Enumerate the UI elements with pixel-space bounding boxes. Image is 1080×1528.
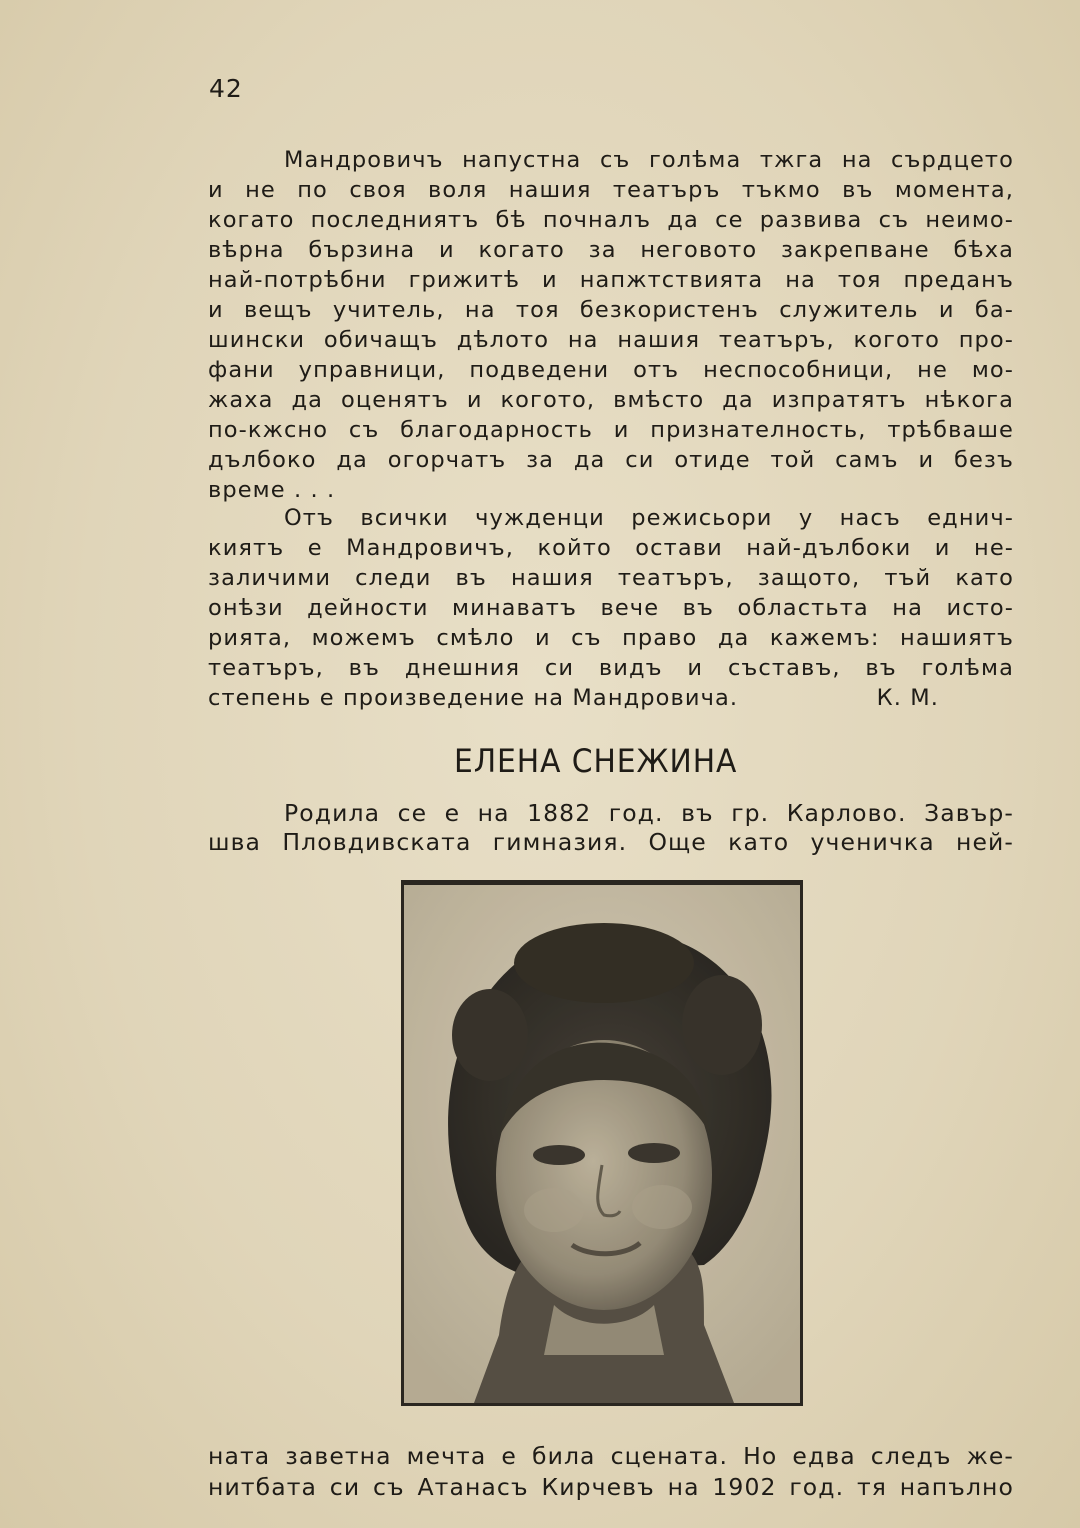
text-line: и вещъ учитель, на тоя безкористенъ служитель и ба-	[208, 297, 1014, 323]
text-line: Мандровичъ напустна съ голѣма тжга на сърдцето	[284, 147, 1014, 173]
text-line: шва Пловдивската гимназия. Още като ученичка ней-	[208, 828, 1014, 856]
text-line: ната заветна мечта е била сцената. Но едва следъ же-	[208, 1442, 1014, 1470]
text-line: рията, можемъ смѣло и съ право да кажемъ: нашиятъ	[208, 625, 1014, 651]
text-line-with-signature	[208, 683, 1014, 713]
text-line: онѣзи дейности минаватъ вече въ областьта на исто-	[208, 595, 1014, 621]
text-line: шински обичащъ дѣлото на нашия театъръ, когото про-	[208, 327, 1014, 353]
page-number: 42	[209, 74, 243, 103]
text-line: Родила се е на 1882 год. въ гр. Карлово. Завър-	[284, 799, 1014, 827]
text-line: фани управници, подведени отъ неспособници, не мо-	[208, 357, 1014, 383]
text-line: нитбата си съ Атанасъ Кирчевъ на 1902 год. тя напълно	[208, 1473, 1014, 1501]
text-line: по-кжсно съ благодарность и признателность, трѣбваше	[208, 417, 1014, 443]
text-line: жаха да оценятъ и когото, вмѣсто да изпратятъ нѣкога	[208, 387, 1014, 413]
text-line: време . . .	[208, 477, 336, 503]
text-line: когато последниятъ бѣ почналъ да се развива съ неимо-	[208, 207, 1014, 233]
paragraph-mandrovich-legacy	[208, 503, 1014, 713]
author-signature: К. М.	[876, 685, 939, 711]
text-line: киятъ е Мандровичъ, който остави най-дълбоки и не-	[208, 535, 1014, 561]
text-line-end: степень е произведение на Мандровича.	[208, 685, 739, 711]
paragraph-mandrovich-departure	[208, 145, 1014, 505]
paragraph-biography-continued	[208, 1441, 1014, 1503]
portrait-image	[404, 885, 800, 1403]
text-line: театъръ, въ днешния си видъ и съставъ, въ голѣма	[208, 655, 1014, 681]
text-line: най-потрѣбни грижитѣ и напжтствията на тоя преданъ	[208, 267, 1014, 293]
section-heading: ЕЛЕНА СНЕЖИНА	[454, 742, 738, 780]
text-line: заличими следи въ нашия театъръ, защото, тъй като	[208, 565, 1014, 591]
text-line: и не по своя воля нашия театъръ тъкмо въ момента,	[208, 177, 1014, 203]
paragraph-biography-intro	[208, 799, 1014, 857]
text-line: Отъ всички чужденци режисьори у насъ еднич-	[284, 505, 1014, 531]
text-line: дълбоко да огорчатъ за да си отиде той самъ и безъ	[208, 447, 1014, 473]
text-line: вѣрна бързина и когато за неговото закрепване бѣха	[208, 237, 1014, 263]
portrait-photo	[401, 880, 803, 1406]
